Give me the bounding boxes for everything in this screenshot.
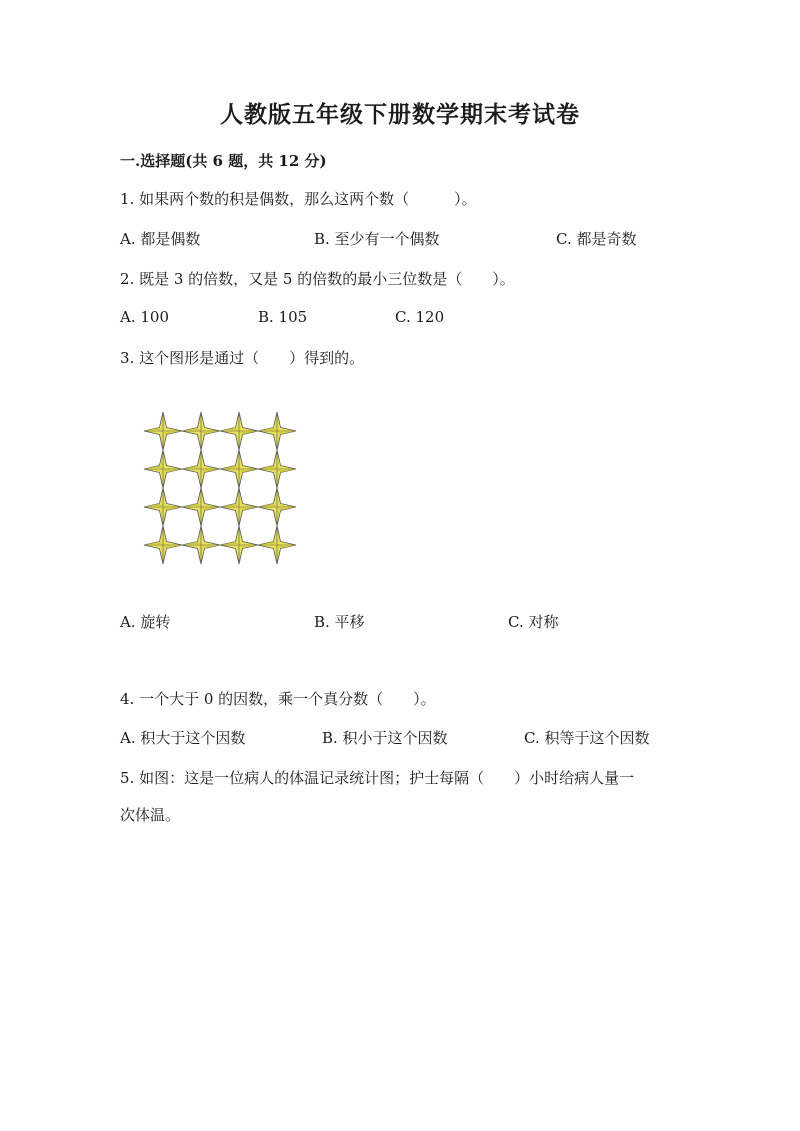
- page-title: 人教版五年级下册数学期末考试卷: [220, 101, 580, 128]
- question-3-option-c[interactable]: C. 对称: [508, 613, 559, 631]
- question-1-text: 1. 如果两个数的积是偶数，那么这两个数（ ）。: [120, 190, 477, 208]
- question-2-text: 2. 既是 3 的倍数，又是 5 的倍数的最小三位数是（ ）。: [120, 270, 515, 288]
- star-tile: [258, 526, 296, 564]
- question-1-option-b[interactable]: B. 至少有一个偶数: [314, 230, 440, 248]
- question-4-option-b[interactable]: B. 积小于这个因数: [322, 729, 448, 747]
- star-tile: [220, 412, 258, 450]
- question-4-option-a[interactable]: A. 积大于这个因数: [120, 729, 246, 747]
- star-tile: [182, 450, 220, 488]
- question-1-option-c[interactable]: C. 都是奇数: [556, 230, 637, 248]
- star-tile: [220, 450, 258, 488]
- star-tile: [220, 488, 258, 526]
- question-2-option-b[interactable]: B. 105: [258, 308, 308, 326]
- question-2-option-a[interactable]: A. 100: [120, 308, 169, 326]
- star-tile: [144, 412, 182, 450]
- star-tile-grid-icon: [140, 408, 300, 568]
- section-heading: 一.选择题(共 6 题，共 12 分): [120, 152, 327, 170]
- question-3-option-b[interactable]: B. 平移: [314, 613, 365, 631]
- question-4-option-c[interactable]: C. 积等于这个因数: [524, 729, 650, 747]
- question-2-option-c[interactable]: C. 120: [395, 308, 445, 326]
- star-tile: [144, 488, 182, 526]
- star-tile: [258, 412, 296, 450]
- star-tile: [220, 526, 258, 564]
- star-tile: [258, 488, 296, 526]
- question-3-text: 3. 这个图形是通过（ ）得到的。: [120, 349, 365, 367]
- star-tile: [144, 526, 182, 564]
- question-5-text-line-2: 次体温。: [120, 806, 181, 824]
- star-tile: [258, 450, 296, 488]
- question-4-text: 4. 一个大于 0 的因数，乘一个真分数（ ）。: [120, 690, 436, 708]
- star-tile: [182, 412, 220, 450]
- question-5-text-line-1: 5. 如图：这是一位病人的体温记录统计图；护士每隔（ ）小时给病人量一: [120, 769, 635, 787]
- star-tile: [144, 450, 182, 488]
- star-tile: [182, 488, 220, 526]
- star-tile: [182, 526, 220, 564]
- question-3-option-a[interactable]: A. 旋转: [120, 613, 171, 631]
- question-1-option-a[interactable]: A. 都是偶数: [120, 230, 201, 248]
